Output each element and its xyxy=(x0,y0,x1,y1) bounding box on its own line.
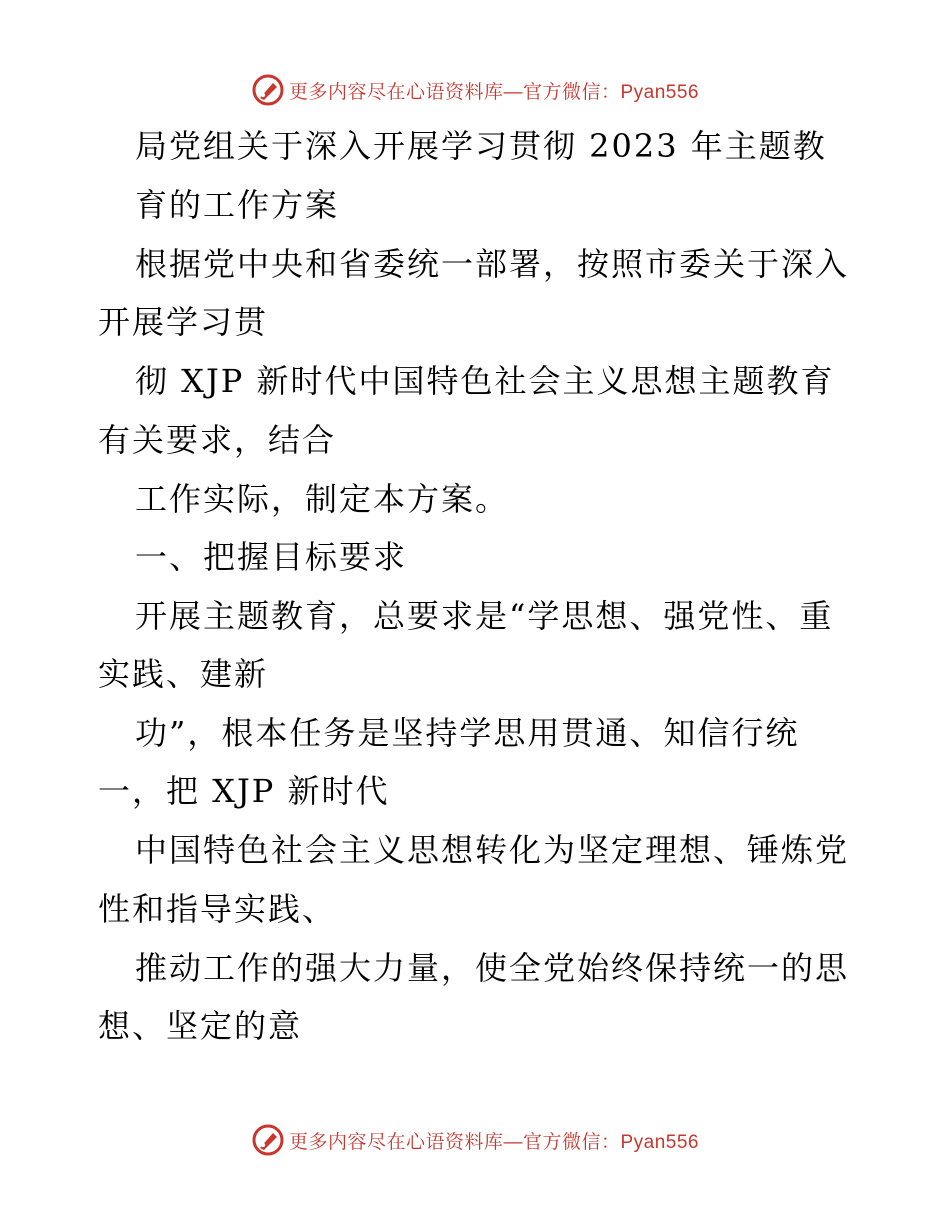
document-title-line-1: 局党组关于深入开展学习贯彻 2023 年主题教 xyxy=(135,127,827,165)
watermark-footer xyxy=(0,1122,950,1158)
pen-nib-logo-icon xyxy=(251,73,285,107)
paragraph-line: 工作实际，制定本方案。 xyxy=(135,480,510,518)
paragraph-line: 有关要求，结合 xyxy=(98,421,337,459)
paragraph-line: 实践、建新 xyxy=(98,655,269,693)
document-title-line-2: 育的工作方案 xyxy=(135,186,340,224)
paragraph-line: 一，把 XJP 新时代 xyxy=(98,772,390,810)
paragraph-line: 开展主题教育，总要求是“学思想、强党性、重 xyxy=(135,597,834,635)
paragraph-line: 根据党中央和省委统一部署，按照市委关于深入 xyxy=(135,245,850,283)
paragraph-line: 中国特色社会主义思想转化为坚定理想、锤炼党 xyxy=(135,831,850,869)
watermark-header xyxy=(0,72,950,108)
paragraph-line: 推动工作的强大力量，使全党始终保持统一的思 xyxy=(135,949,850,987)
watermark-text: 更多内容尽在心语资料库—官方微信：Pyan556 xyxy=(288,1131,699,1153)
section-heading: 一、把握目标要求 xyxy=(135,538,408,576)
paragraph-line: 彻 XJP 新时代中国特色社会主义思想主题教育 xyxy=(135,362,835,400)
paragraph-line: 功”，根本任务是坚持学思用贯通、知信行统 xyxy=(135,714,800,752)
paragraph-line: 性和指导实践、 xyxy=(98,890,337,928)
paragraph-line: 想、坚定的意 xyxy=(98,1007,303,1045)
paragraph-line: 开展学习贯 xyxy=(98,303,269,341)
pen-nib-logo-icon xyxy=(251,1123,285,1157)
watermark-text: 更多内容尽在心语资料库—官方微信：Pyan556 xyxy=(288,81,699,103)
